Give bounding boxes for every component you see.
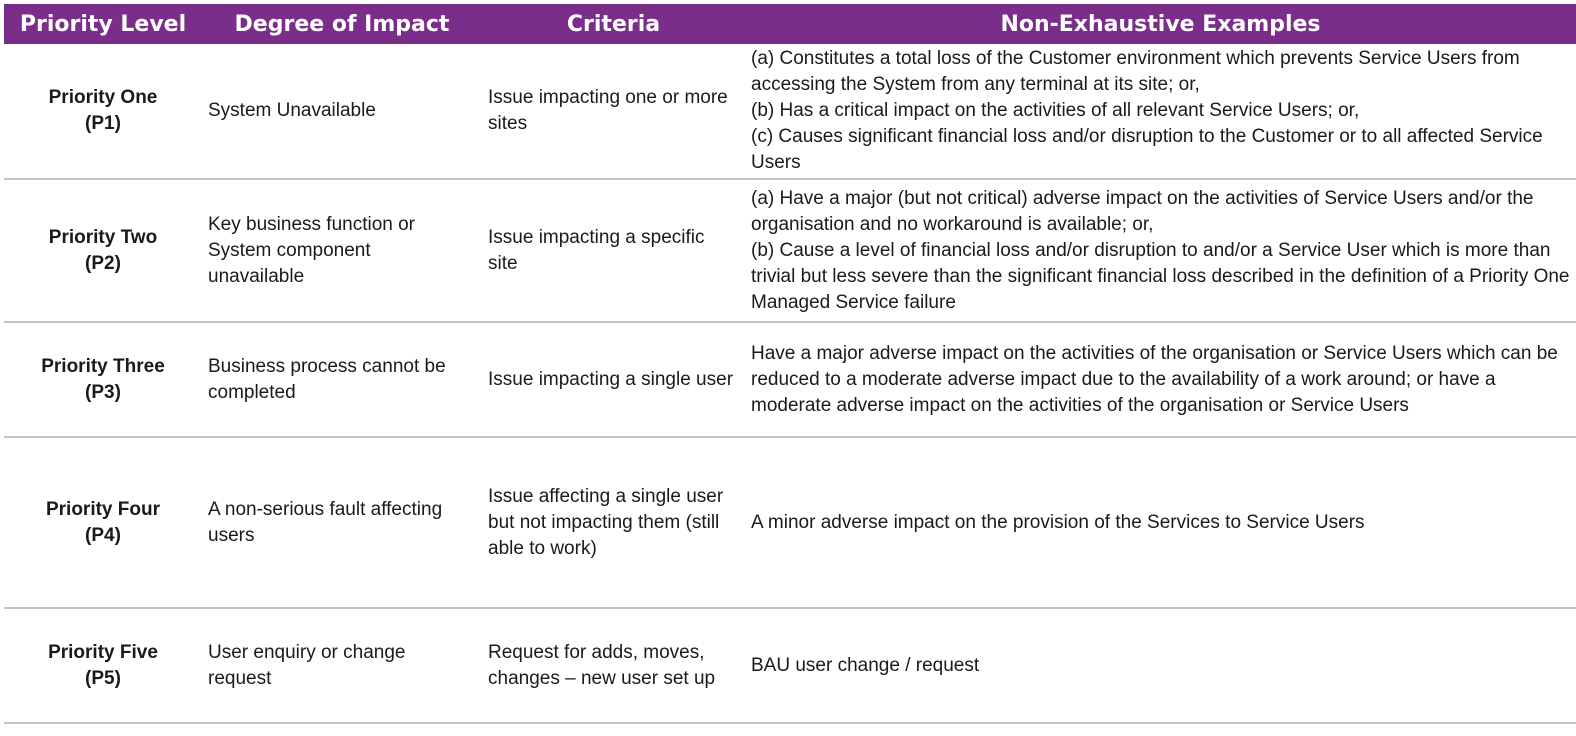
example-item: (b) Cause a level of financial loss and/or disruption to and/or a Service User which is more than trivial but less severe than the significant financial loss described in the definition of a Priority One Managed Service failure [751,239,1570,313]
criteria-cell: Issue affecting a single user but not impacting them (still able to work) [482,437,745,608]
degree-of-impact-cell: User enquiry or change request [202,608,482,723]
degree-of-impact-cell: Business process cannot be completed [202,322,482,437]
examples-cell [745,322,1576,437]
table-row [4,179,1576,322]
table-row [4,322,1576,437]
criteria-cell: Issue impacting a single user [482,322,745,437]
table-row [4,44,1576,179]
priority-level-cell [4,179,202,322]
example-item: (b) Has a critical impact on the activities of all relevant Service Users; or, [751,100,1360,121]
example-item: (c) Causes significant financial loss and/or disruption to the Customer or to all affected Service Users [751,126,1543,173]
column-header-criteria: Criteria [482,4,745,44]
examples-cell [745,44,1576,179]
priority-code: (P5) [85,667,121,689]
priority-name: Priority Three [41,355,165,377]
column-header-examples: Non-Exhaustive Examples [745,4,1576,44]
priority-level-cell [4,608,202,723]
criteria-cell: Request for adds, moves, changes – new user set up [482,608,745,723]
column-header-priority-level: Priority Level [4,4,202,44]
criteria-cell: Issue impacting one or more sites [482,44,745,179]
degree-of-impact-cell: A non-serious fault affecting users [202,437,482,608]
priority-name: Priority Two [48,226,158,248]
example-item: Have a major adverse impact on the activities of the organisation or Service Users which can be reduced to a moderate adverse impact due to the availability of a work around; or have a moderate adverse impact on the activities of the organisation or Service Users [751,342,1558,416]
example-item: (a) Have a major (but not critical) adverse impact on the activities of Service Users and/or the organisation and no workaround is available; or, [751,187,1534,235]
examples-cell [745,179,1576,322]
priority-code: (P1) [85,113,121,134]
criteria-cell: Issue impacting a specific site [482,179,745,322]
example-item: (a) Constitutes a total loss of the Customer environment which prevents Service Users from accessing the System from any terminal at its site; or, [751,48,1520,95]
column-header-degree-of-impact: Degree of Impact [202,4,482,44]
priority-code: (P2) [85,252,121,274]
priority-name: Priority One [48,87,158,108]
priority-code: (P3) [85,381,121,403]
priority-name: Priority Five [48,641,158,663]
example-item: BAU user change / request [751,654,980,676]
examples-cell [745,437,1576,608]
priority-name: Priority Four [45,498,160,520]
example-item: A minor adverse impact on the provision of the Services to Service Users [751,511,1365,533]
priority-table [4,4,1576,724]
degree-of-impact-cell: Key business function or System component unavailable [202,179,482,322]
degree-of-impact-cell: System Unavailable [202,44,482,179]
priority-code: (P4) [85,524,121,546]
table-header-row [4,4,1576,44]
examples-cell [745,608,1576,723]
priority-level-cell [4,437,202,608]
table-row [4,437,1576,608]
priority-table-container [4,4,1576,724]
priority-level-cell [4,322,202,437]
table-row [4,608,1576,723]
priority-level-cell [4,44,202,179]
